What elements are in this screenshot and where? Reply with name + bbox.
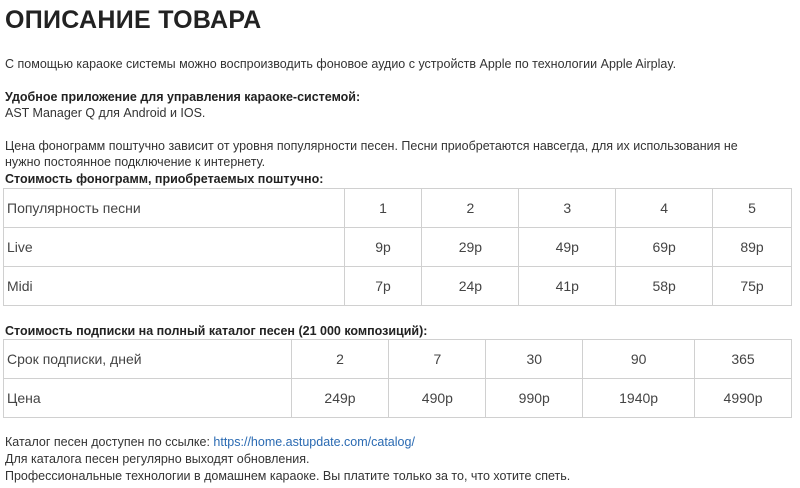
subscription-cell: 7 xyxy=(389,340,486,379)
per-song-cell: Live xyxy=(4,228,345,267)
per-song-cell: 49р xyxy=(519,228,616,267)
per-song-cell: 1 xyxy=(344,189,422,228)
tagline: Профессиональные технологии в домашнем караоке. Вы платите только за то, что хотите спеть. xyxy=(5,469,571,483)
per-song-cell: 41р xyxy=(519,267,616,306)
per-song-cell: 9р xyxy=(344,228,422,267)
per-song-cell: 24р xyxy=(422,267,519,306)
subscription-cell: 30 xyxy=(486,340,583,379)
per-song-cell: Midi xyxy=(4,267,345,306)
per-song-table xyxy=(3,188,792,306)
app-title: Удобное приложение для управления караоке-системой: xyxy=(5,90,361,104)
intro-text: С помощью караоке системы можно воспроизводить фоновое аудио с устройств Apple по технологии Apple Airplay. xyxy=(5,57,677,71)
subscription-header-row xyxy=(4,340,792,379)
subscription-cell: 4990р xyxy=(695,379,792,418)
subscription-table xyxy=(3,339,792,418)
subscription-cell: 249р xyxy=(291,379,389,418)
per-song-cell: 75р xyxy=(713,267,792,306)
per-song-cell: 3 xyxy=(519,189,616,228)
per-song-cell: Популярность песни xyxy=(4,189,345,228)
price-note-line2: нужно постоянное подключение к интернету. xyxy=(5,155,266,169)
catalog-link[interactable]: https://home.astupdate.com/catalog/ xyxy=(213,435,415,449)
per-song-cell: 69р xyxy=(616,228,713,267)
subscription-title: Стоимость подписки на полный каталог песен (21 000 композиций): xyxy=(5,324,428,338)
catalog-line xyxy=(5,434,415,450)
catalog-prefix: Каталог песен доступен по ссылке: xyxy=(5,435,214,449)
per-song-cell: 7р xyxy=(344,267,422,306)
subscription-cell: 365 xyxy=(695,340,792,379)
updates-line: Для каталога песен регулярно выходят обновления. xyxy=(5,452,310,466)
subscription-cell: Цена xyxy=(4,379,292,418)
per-song-row xyxy=(4,267,792,306)
per-song-cell: 29р xyxy=(422,228,519,267)
subscription-row xyxy=(4,379,792,418)
subscription-cell: 990р xyxy=(486,379,583,418)
subscription-cell: 490р xyxy=(389,379,486,418)
price-note-line1: Цена фонограмм поштучно зависит от уровня популярности песен. Песни приобретаются навсегда, для их использования не xyxy=(5,139,738,153)
per-song-title: Стоимость фонограмм, приобретаемых поштучно: xyxy=(5,172,324,186)
subscription-cell: 1940р xyxy=(583,379,695,418)
subscription-cell: Срок подписки, дней xyxy=(4,340,292,379)
subscription-cell: 90 xyxy=(583,340,695,379)
per-song-row xyxy=(4,228,792,267)
per-song-cell: 58р xyxy=(616,267,713,306)
per-song-cell: 89р xyxy=(713,228,792,267)
per-song-cell: 4 xyxy=(616,189,713,228)
subscription-cell: 2 xyxy=(291,340,389,379)
per-song-header-row xyxy=(4,189,792,228)
per-song-cell: 5 xyxy=(713,189,792,228)
app-text: AST Manager Q для Android и IOS. xyxy=(5,106,206,120)
page-title: ОПИСАНИЕ ТОВАРА xyxy=(5,6,262,34)
per-song-cell: 2 xyxy=(422,189,519,228)
